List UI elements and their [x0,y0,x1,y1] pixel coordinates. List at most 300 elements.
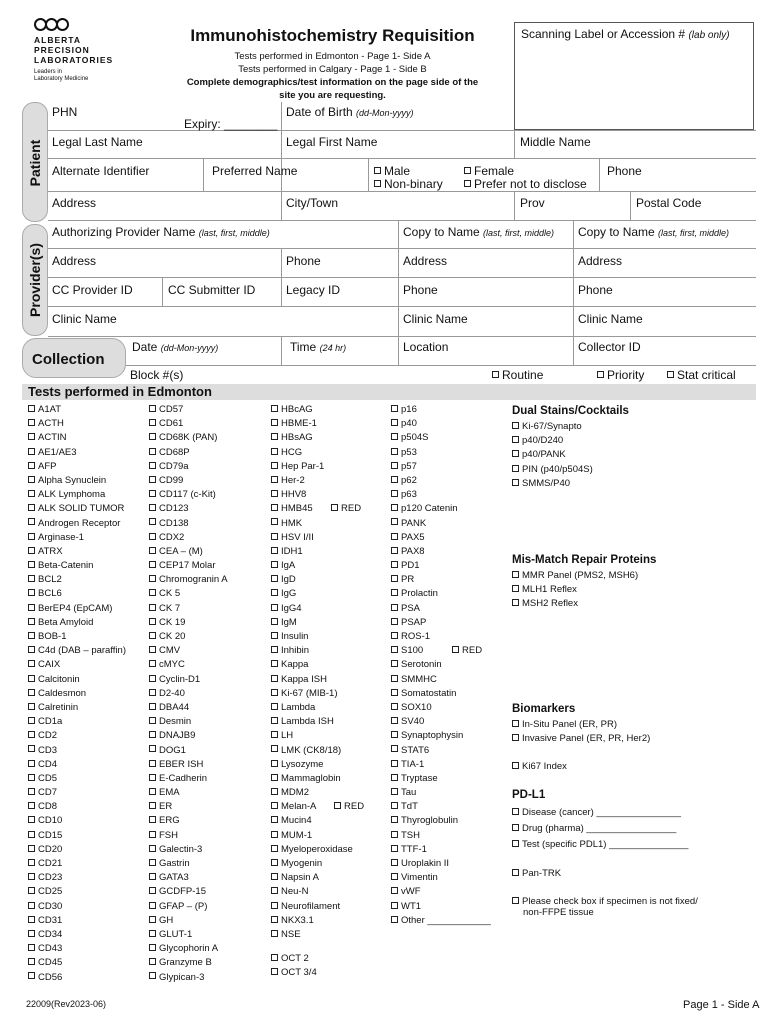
biomarkers-title: Biomarkers [512,703,576,715]
male-checkbox[interactable] [374,164,410,178]
checkbox-icon [28,675,35,682]
test-checkbox[interactable] [271,531,353,545]
checkbox-icon [271,675,278,682]
stat-label: Stat critical [677,368,736,382]
pdl1-test-checkbox[interactable] [512,838,688,852]
test-label: Lambda [281,701,316,713]
test-checkbox[interactable] [28,800,126,814]
test-checkbox[interactable] [28,587,126,601]
test-checkbox[interactable] [391,715,491,729]
test-checkbox[interactable] [149,687,228,701]
test-checkbox[interactable] [512,583,656,597]
s100-red-checkbox[interactable] [452,644,482,658]
collection-date-field[interactable] [132,340,218,354]
test-checkbox[interactable] [391,602,491,616]
test-label: CDX2 [159,531,185,543]
test-checkbox[interactable] [149,474,228,488]
nonbinary-checkbox[interactable] [374,177,443,191]
test-checkbox[interactable] [391,885,491,899]
non-ffpe-checkbox[interactable] [512,896,698,907]
test-checkbox[interactable] [391,531,491,545]
test-checkbox[interactable] [391,857,491,871]
test-checkbox[interactable] [28,772,126,786]
test-checkbox[interactable] [28,758,126,772]
test-checkbox[interactable] [149,715,228,729]
test-label: p40/PANK [522,449,566,461]
test-checkbox[interactable] [271,744,353,758]
test-checkbox[interactable] [271,474,353,488]
test-checkbox[interactable] [512,477,629,491]
test-checkbox[interactable] [391,502,491,516]
test-checkbox[interactable] [391,687,491,701]
provider-phone-field[interactable]: Phone [286,254,321,268]
test-checkbox[interactable] [149,502,228,516]
copy2-phone-field[interactable]: Phone [578,283,613,297]
checkbox-icon [28,646,35,653]
test-checkbox[interactable] [391,914,491,928]
test-checkbox[interactable] [271,673,353,687]
test-checkbox[interactable] [149,843,228,857]
test-checkbox[interactable] [271,758,353,772]
test-label: CD99 [159,474,184,486]
test-checkbox[interactable] [391,446,491,460]
tests-section-header: Tests performed in Edmonton [22,384,756,400]
test-label: SOX10 [401,701,432,713]
test-label: CD30 [38,900,63,912]
block-field[interactable]: Block #(s) [130,368,184,382]
test-checkbox[interactable] [271,403,353,417]
copy2-address-field[interactable]: Address [578,254,623,268]
city-field[interactable]: City/Town [286,196,339,210]
test-checkbox[interactable] [512,463,629,477]
priority-checkbox[interactable] [597,368,644,382]
test-checkbox[interactable] [28,545,126,559]
test-checkbox[interactable] [149,559,228,573]
checkbox-icon [271,930,278,937]
test-checkbox[interactable] [149,460,228,474]
test-checkbox-oct34[interactable] [271,966,317,980]
test-checkbox[interactable] [28,900,126,914]
test-checkbox[interactable] [28,786,126,800]
test-label: PSAP [401,616,427,628]
test-checkbox[interactable] [391,545,491,559]
checkbox-icon [28,972,35,979]
checkbox-icon [149,618,156,625]
test-checkbox[interactable] [28,843,126,857]
test-checkbox[interactable] [271,602,353,616]
test-label: cMYC [159,659,185,671]
test-checkbox[interactable] [149,417,228,431]
checkbox-icon [28,547,35,554]
test-checkbox[interactable] [512,420,629,434]
test-label: Serotonin [401,659,442,671]
checkbox-icon [28,944,35,951]
logo-tag2: Laboratory Medicine [34,76,89,82]
insitu-checkbox[interactable] [512,718,650,732]
test-checkbox[interactable] [391,871,491,885]
test-checkbox[interactable] [271,729,353,743]
test-checkbox[interactable] [271,417,353,431]
test-label: Caldesmon [38,687,87,699]
test-checkbox[interactable] [271,786,353,800]
checkbox-icon [271,462,278,469]
checkbox-icon [271,618,278,625]
test-checkbox[interactable] [149,573,228,587]
test-checkbox[interactable] [149,971,228,985]
test-checkbox[interactable] [149,602,228,616]
copy2-clinic-field[interactable]: Clinic Name [578,312,643,326]
test-checkbox[interactable] [28,914,126,928]
test-checkbox[interactable] [391,900,491,914]
test-checkbox[interactable] [391,573,491,587]
checkbox-icon [149,902,156,909]
copy1-address-field[interactable]: Address [403,254,448,268]
checkbox-icon [28,703,35,710]
legacy-id-field[interactable]: Legacy ID [286,283,341,297]
location-field[interactable]: Location [403,340,449,354]
test-label: CMV [159,645,181,657]
test-checkbox[interactable] [28,729,126,743]
fixed-line2: non-FFPE tissue [523,907,594,918]
test-checkbox[interactable] [28,403,126,417]
female-checkbox[interactable] [464,164,514,178]
melan-a-red-checkbox[interactable] [334,800,364,814]
test-checkbox[interactable] [149,644,228,658]
test-checkbox[interactable] [28,942,126,956]
clinic-name-field[interactable]: Clinic Name [52,312,117,326]
test-checkbox[interactable] [391,658,491,672]
pan-trk-checkbox[interactable] [512,867,688,881]
test-checkbox[interactable] [512,448,629,462]
test-checkbox[interactable] [391,403,491,417]
test-label: Somatostatin [401,687,457,699]
test-checkbox[interactable] [149,829,228,843]
checkbox-icon [149,660,156,667]
test-label: p16 [401,404,417,415]
test-checkbox[interactable] [149,914,228,928]
test-checkbox[interactable] [391,488,491,502]
test-checkbox[interactable] [28,630,126,644]
preferred-name-field[interactable]: Preferred Name [212,164,298,178]
test-label: IgD [281,574,296,586]
hmb45-red-checkbox[interactable] [331,502,361,516]
test-checkbox[interactable] [28,829,126,843]
test-checkbox[interactable] [271,616,353,630]
test-label: C4d (DAB – paraffin) [38,645,127,657]
test-checkbox[interactable] [391,417,491,431]
invasive-checkbox[interactable] [512,732,650,746]
authorizing-provider-field[interactable] [52,225,270,239]
test-checkbox[interactable] [28,602,126,616]
checkbox-icon [28,448,35,455]
test-checkbox[interactable] [149,871,228,885]
test-label: E-Cadherin [159,772,208,784]
test-checkbox[interactable] [149,630,228,644]
test-label: p62 [401,474,417,486]
test-checkbox[interactable] [391,673,491,687]
test-checkbox[interactable] [149,488,228,502]
test-checkbox[interactable] [149,658,228,672]
test-checkbox[interactable] [512,597,656,611]
legal-last-name-field[interactable]: Legal Last Name [52,135,143,149]
test-checkbox[interactable] [149,857,228,871]
test-checkbox[interactable] [271,701,353,715]
test-checkbox[interactable] [28,885,126,899]
copy-to-name-1-field[interactable] [403,225,554,239]
test-checkbox[interactable] [149,772,228,786]
dob-field[interactable] [286,105,414,119]
test-checkbox[interactable] [28,687,126,701]
test-checkbox[interactable] [28,658,126,672]
test-checkbox-oct2[interactable] [271,952,317,966]
test-checkbox[interactable] [28,431,126,445]
checkbox-icon [149,589,156,596]
cc-provider-id-field[interactable]: CC Provider ID [52,283,133,297]
test-checkbox[interactable] [28,744,126,758]
test-checkbox[interactable] [391,814,491,828]
phn-field[interactable]: PHN [52,105,78,119]
checkbox-icon [149,944,156,951]
test-checkbox[interactable] [28,559,126,573]
test-checkbox[interactable] [271,871,353,885]
test-checkbox[interactable] [271,885,353,899]
test-checkbox[interactable] [391,843,491,857]
test-checkbox[interactable] [391,729,491,743]
test-checkbox[interactable] [28,573,126,587]
provider-side-label: Provider(s) [27,243,43,317]
copy1-phone-field[interactable]: Phone [403,283,438,297]
test-checkbox[interactable] [271,488,353,502]
test-checkbox[interactable] [149,786,228,800]
checkbox-icon [149,632,156,639]
checkbox-icon [149,561,156,568]
test-checkbox[interactable] [149,900,228,914]
test-checkbox[interactable] [28,956,126,970]
checkbox-icon [271,547,278,554]
test-checkbox[interactable] [391,517,491,531]
test-label: CK 20 [159,631,186,642]
checkbox-icon [391,533,398,540]
test-checkbox[interactable] [28,417,126,431]
test-checkbox[interactable] [271,630,353,644]
test-checkbox[interactable] [391,587,491,601]
test-checkbox[interactable] [391,800,491,814]
checkbox-icon [28,433,35,440]
collection-time-field[interactable] [290,340,346,354]
checkbox-icon [149,462,156,469]
test-checkbox[interactable] [271,658,353,672]
checkbox-icon [391,448,398,455]
test-checkbox[interactable] [28,517,126,531]
test-label: IgM [281,616,297,628]
demographics-grid [22,100,756,384]
test-checkbox[interactable] [391,616,491,630]
test-checkbox[interactable] [271,644,353,658]
pdl1-disease-checkbox[interactable] [512,806,688,820]
test-checkbox[interactable] [271,573,353,587]
test-checkbox[interactable] [149,942,228,956]
test-checkbox[interactable] [149,814,228,828]
checkbox-icon [149,419,156,426]
checkbox-icon [391,575,398,582]
test-checkbox[interactable] [512,434,629,448]
test-checkbox[interactable] [512,569,656,583]
test-label: CD45 [38,957,63,969]
test-checkbox[interactable] [271,829,353,843]
test-checkbox[interactable] [28,701,126,715]
test-checkbox[interactable] [149,758,228,772]
test-checkbox[interactable] [271,559,353,573]
test-checkbox[interactable] [28,814,126,828]
test-checkbox[interactable] [271,460,353,474]
ki67-index-checkbox[interactable] [512,760,650,774]
test-label: DOG1 [159,744,186,756]
test-checkbox[interactable] [149,431,228,445]
test-checkbox[interactable] [391,829,491,843]
test-label: PAX5 [401,531,425,543]
test-checkbox[interactable] [271,772,353,786]
test-label: A1AT [38,404,62,415]
test-checkbox[interactable] [28,857,126,871]
test-checkbox[interactable] [391,630,491,644]
test-label: MDM2 [281,787,309,799]
test-checkbox[interactable] [271,814,353,828]
test-checkbox[interactable] [271,517,353,531]
test-checkbox[interactable] [149,729,228,743]
prefer-not-disclose-checkbox[interactable] [464,177,587,191]
test-checkbox[interactable] [149,545,228,559]
checkbox-icon [391,731,398,738]
pdl1-label: Test (specific PDL1) _______________ [522,839,689,851]
test-checkbox[interactable] [149,587,228,601]
checkbox-icon [391,561,398,568]
test-checkbox[interactable] [28,928,126,942]
stat-critical-checkbox[interactable] [667,368,736,382]
middle-name-field[interactable]: Middle Name [520,135,591,149]
test-checkbox[interactable] [271,587,353,601]
provider-address-field[interactable]: Address [52,254,97,268]
test-label: PIN (p40/p504S) [522,463,593,475]
expiry-field[interactable]: Expiry: ________ [184,117,278,131]
checkbox-icon [149,604,156,611]
test-checkbox[interactable] [271,928,353,942]
test-checkbox[interactable] [149,517,228,531]
test-checkbox[interactable] [28,673,126,687]
checkbox-icon [512,479,519,486]
test-checkbox[interactable] [391,474,491,488]
checkbox-icon [391,433,398,440]
patient-address-field[interactable]: Address [52,196,97,210]
test-checkbox[interactable] [391,786,491,800]
page-number: Page 1 - Side A [683,999,760,1011]
test-label: IgG [281,588,297,600]
test-label: CD7 [38,787,58,799]
test-label: LMK (CK8/18) [281,744,342,756]
test-checkbox[interactable] [149,800,228,814]
prov-field[interactable]: Prov [520,196,545,210]
test-checkbox[interactable] [28,446,126,460]
cc-submitter-id-field[interactable]: CC Submitter ID [168,283,256,297]
test-checkbox[interactable] [271,914,353,928]
postal-code-field[interactable]: Postal Code [636,196,702,210]
patient-phone-field[interactable]: Phone [607,164,642,178]
test-checkbox[interactable] [28,531,126,545]
test-checkbox[interactable] [28,871,126,885]
test-checkbox[interactable] [28,644,126,658]
test-checkbox[interactable] [391,431,491,445]
test-checkbox[interactable] [149,446,228,460]
pdl1-label: Disease (cancer) ________________ [522,807,681,818]
test-checkbox[interactable] [271,446,353,460]
test-label: CD20 [38,843,63,855]
test-checkbox[interactable] [391,460,491,474]
test-checkbox[interactable] [149,673,228,687]
test-checkbox[interactable] [391,772,491,786]
test-checkbox[interactable] [28,715,126,729]
test-checkbox[interactable] [149,403,228,417]
test-label: HMK [281,517,303,529]
scan-label: Scanning Label or Accession # [521,27,686,41]
checkbox-icon [391,745,398,752]
tests-column-4 [391,403,491,928]
test-checkbox[interactable] [149,531,228,545]
date-format: (dd-Mon-yyyy) [160,343,219,353]
test-checkbox[interactable] [28,474,126,488]
test-checkbox[interactable] [271,715,353,729]
copy1-clinic-field[interactable]: Clinic Name [403,312,468,326]
checkbox-icon [149,816,156,823]
test-label: HSV I/II [281,531,314,543]
test-checkbox[interactable] [149,616,228,630]
test-label: CD1a [38,716,63,728]
biomarkers-panel [512,700,650,775]
test-checkbox[interactable] [149,885,228,899]
test-checkbox[interactable] [391,559,491,573]
test-checkbox[interactable] [28,616,126,630]
checkbox-icon [271,845,278,852]
test-checkbox[interactable] [28,971,126,985]
test-checkbox[interactable] [271,843,353,857]
legal-first-name-field[interactable]: Legal First Name [286,135,378,149]
checkbox-icon [512,585,519,592]
test-checkbox[interactable] [28,460,126,474]
test-label: p504S [401,432,429,444]
test-checkbox[interactable] [271,545,353,559]
copy-to-name-2-field[interactable] [578,225,729,239]
test-checkbox[interactable] [271,431,353,445]
test-checkbox[interactable] [271,900,353,914]
test-checkbox[interactable] [149,701,228,715]
alternate-identifier-field[interactable]: Alternate Identifier [52,164,150,178]
pdl1-drug-checkbox[interactable] [512,822,688,836]
checkbox-icon [271,774,278,781]
test-checkbox[interactable] [28,502,126,516]
routine-checkbox[interactable] [492,368,543,382]
checkbox-icon [149,873,156,880]
test-checkbox[interactable] [149,744,228,758]
test-label: Tryptase [401,772,438,784]
test-checkbox[interactable] [391,758,491,772]
test-checkbox[interactable] [149,956,228,970]
collector-id-field[interactable]: Collector ID [578,340,641,354]
test-checkbox[interactable] [391,744,491,758]
test-checkbox[interactable] [28,488,126,502]
test-checkbox[interactable] [391,701,491,715]
test-checkbox[interactable] [271,857,353,871]
test-checkbox[interactable] [271,687,353,701]
fixed-line1: Please check box if specimen is not fixed/ [522,896,698,907]
test-checkbox[interactable] [149,928,228,942]
